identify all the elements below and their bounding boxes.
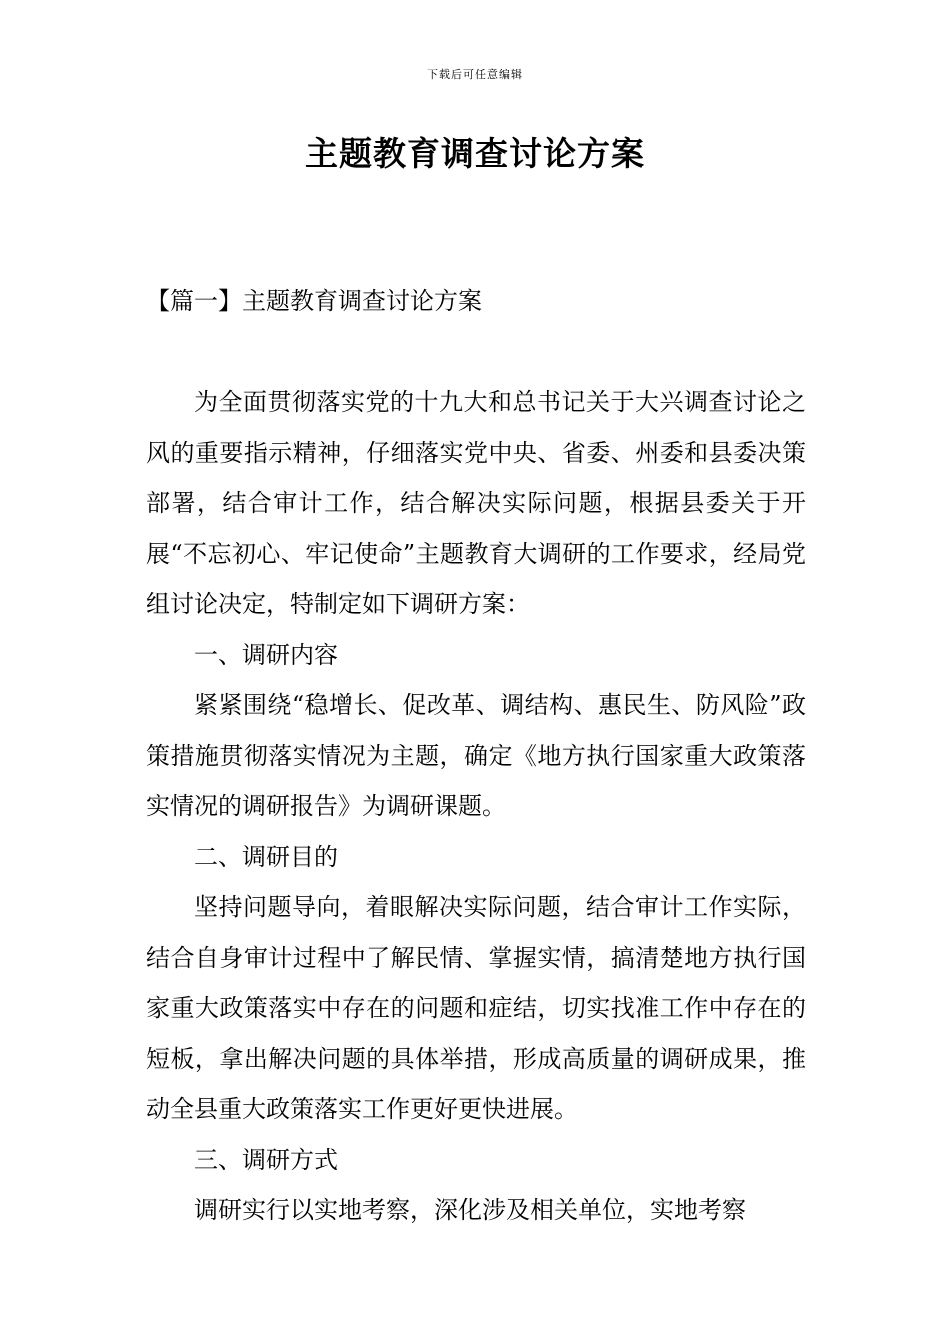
header-note: 下载后可任意编辑: [427, 68, 523, 81]
paragraph-purpose: 坚持问题导向，着眼解决实际问题，结合审计工作实际，结合自身审计过程中了解民情、掌握实情，搞清楚地方执行国家重大政策落实中存在的问题和症结，切实找准工作中存在的短板，拿出解决问题的具体举措，形成高质量的调研成果，推动全县重大政策落实工作更好更快进展。: [146, 893, 806, 1123]
heading-purpose: 二、调研目的: [194, 842, 338, 871]
heading-method: 三、调研方式: [194, 1145, 338, 1174]
heading-content: 一、调研内容: [194, 640, 338, 669]
section-subtitle: 【篇一】主题教育调查讨论方案: [146, 287, 482, 315]
document-title: 主题教育调查讨论方案: [305, 134, 645, 173]
paragraph-content: 紧紧围绕“稳增长、促改革、调结构、惠民生、防风险”政策措施贯彻落实情况为主题，确定《地方执行国家重大政策落实情况的调研报告》为调研课题。: [146, 691, 806, 820]
document-body: [146, 377, 806, 1236]
paragraph-intro: 为全面贯彻落实党的十九大和总书记关于大兴调查讨论之风的重要指示精神，仔细落实党中央、省委、州委和县委决策部署，结合审计工作，结合解决实际问题，根据县委关于开展“不忘初心、牢记使命”主题教育大调研的工作要求，经局党组讨论决定，特制定如下调研方案：: [146, 388, 806, 618]
paragraph-method: 调研实行以实地考察，深化涉及相关单位，实地考察: [194, 1196, 746, 1224]
